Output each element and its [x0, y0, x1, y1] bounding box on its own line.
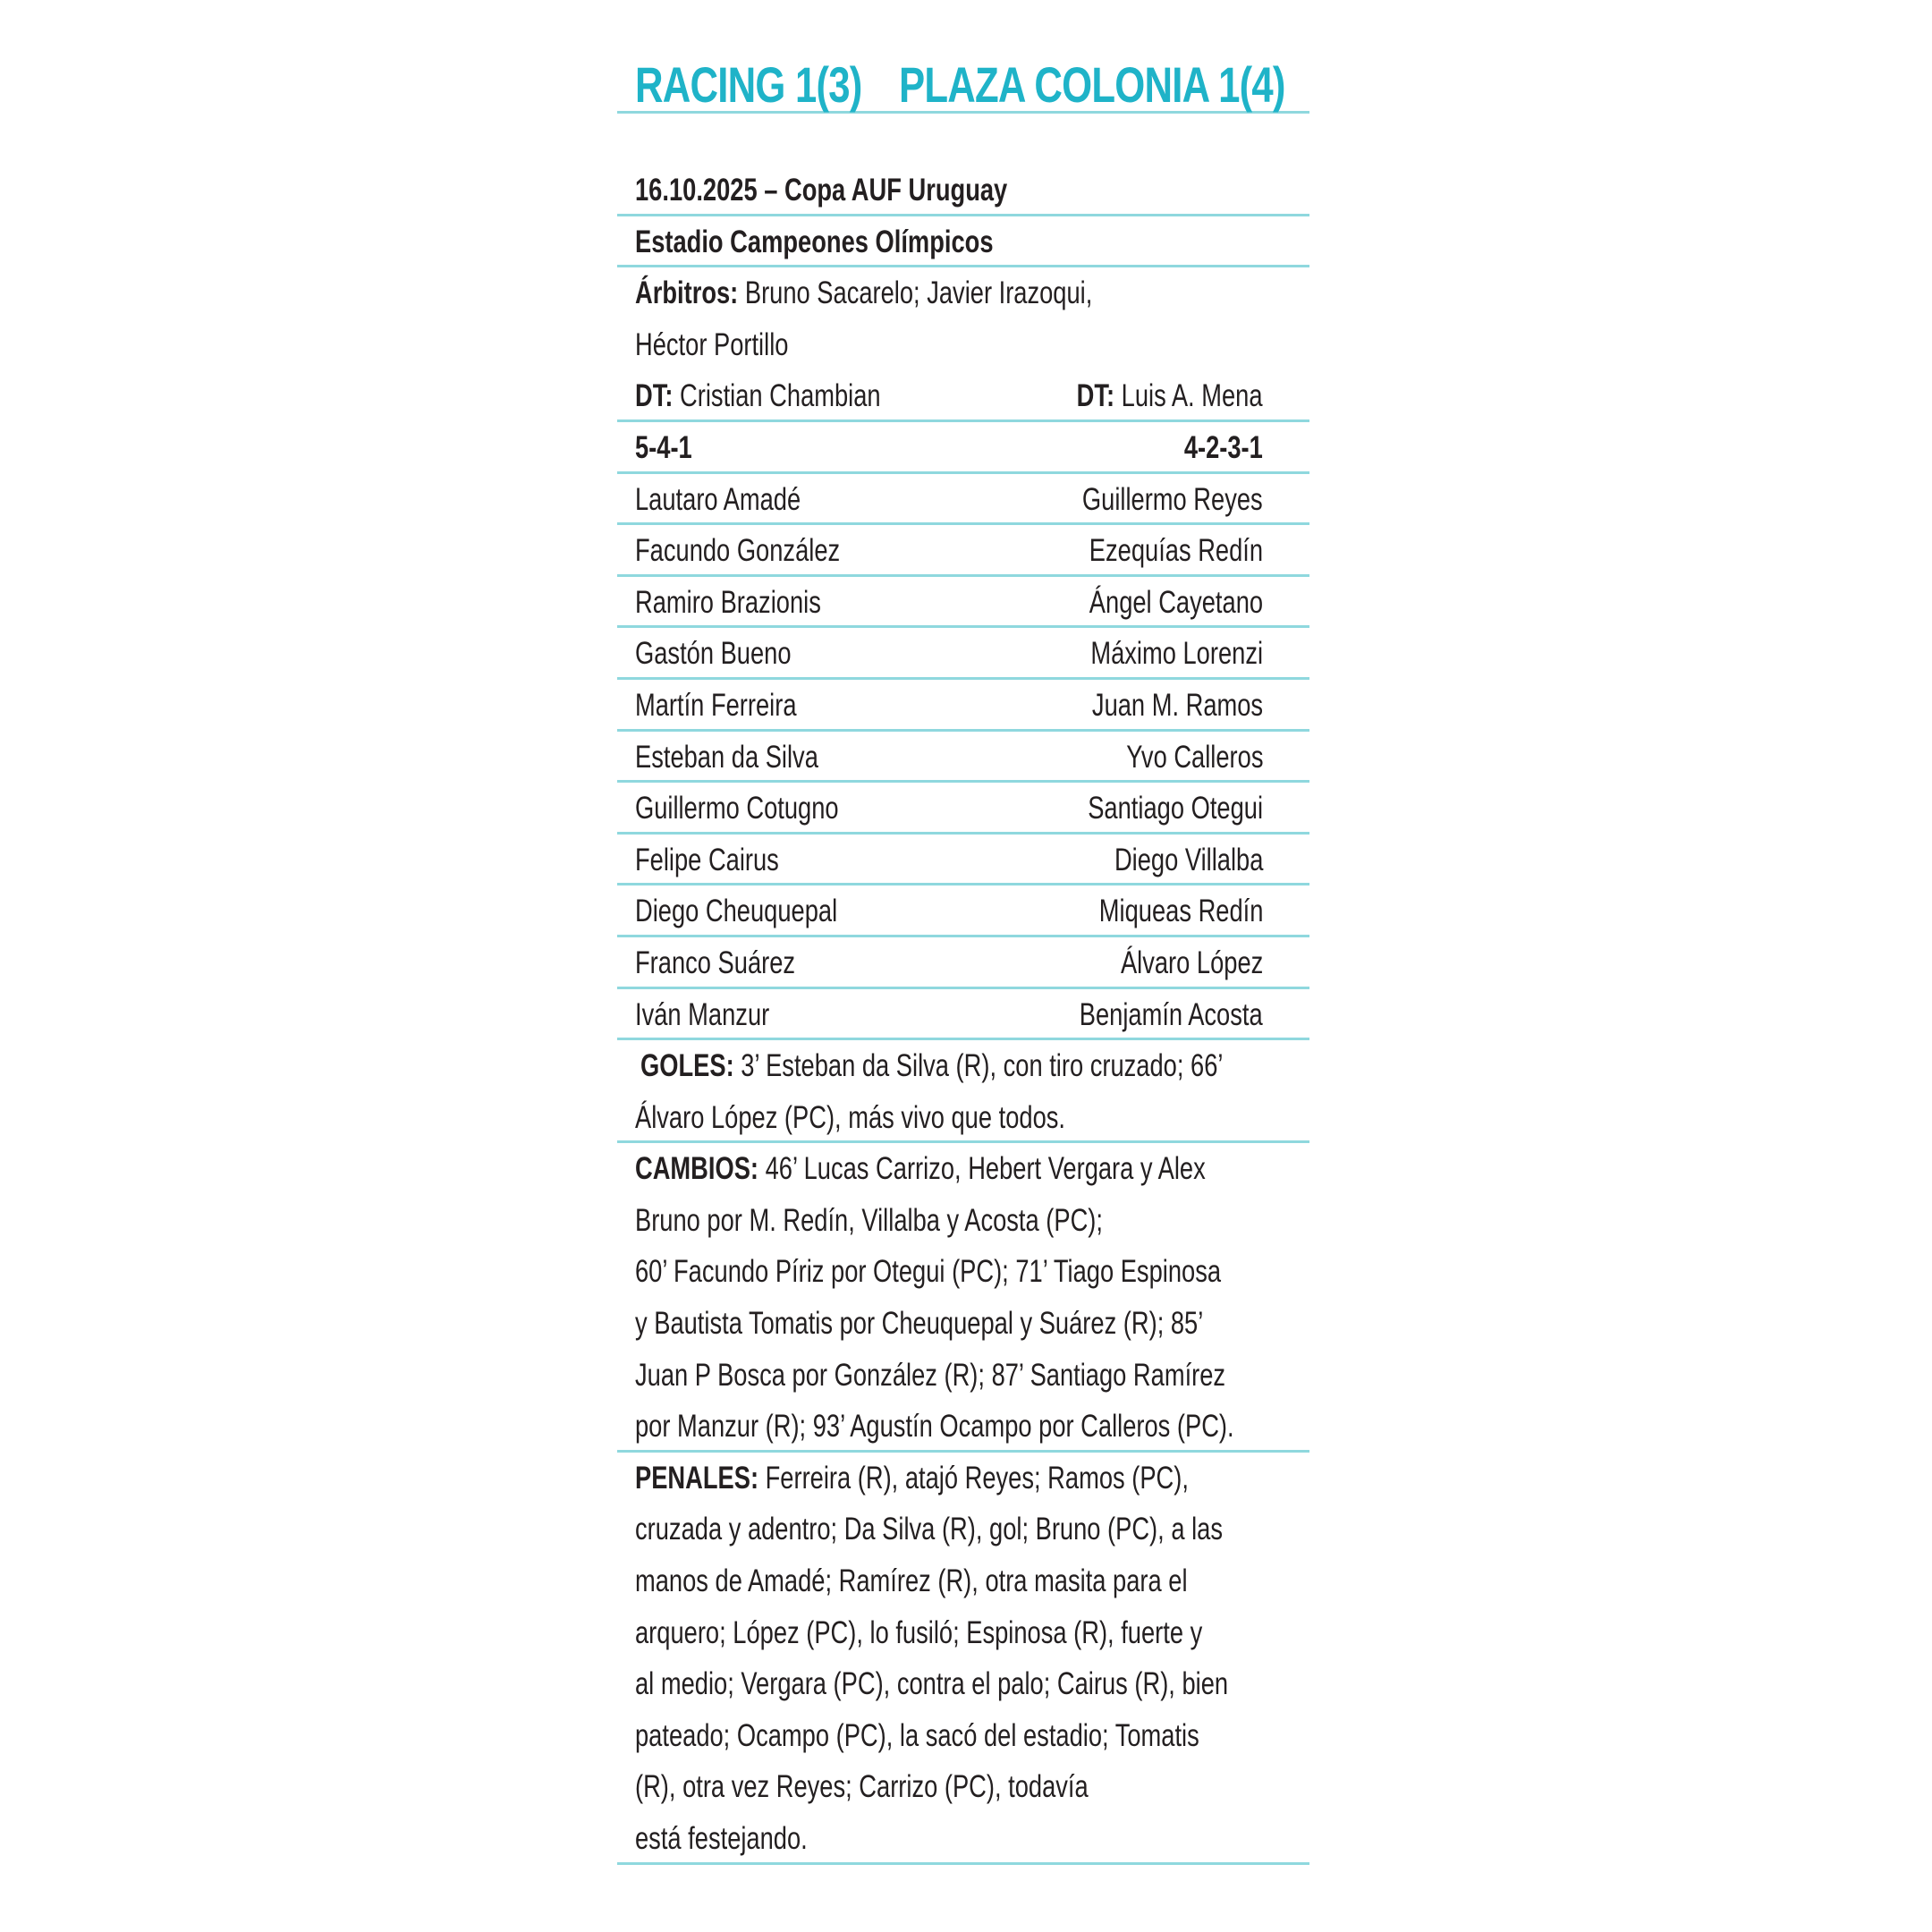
home-formation-text: [635, 428, 692, 469]
venue: Estadio Campeones Olímpicos: [635, 224, 994, 259]
away-player: Benjamín Acosta: [1080, 996, 1263, 1032]
penalties-text: cruzada y adentro; Da Silva (R), gol; Bruno (PC), a las: [635, 1512, 1223, 1547]
home-player: Felipe Cairus: [635, 842, 779, 877]
home-player: Facundo González: [635, 533, 841, 569]
home-player-text: [635, 891, 837, 932]
penalties-line: [617, 1761, 1309, 1813]
substitutions-text: 60’ Facundo Píriz por Otegui (PC); 71’ Tiago Espinosa: [635, 1254, 1222, 1290]
home-player: Ramiro Brazionis: [635, 584, 821, 620]
away-player: Santiago Otegui: [1088, 791, 1263, 826]
date-competition-row: [617, 165, 1309, 216]
away-player-text: [1082, 479, 1263, 521]
penalties-line: [617, 1813, 1309, 1865]
date-competition: 16.10.2025 – Copa AUF Uruguay: [635, 173, 1008, 208]
referees-value: Bruno Sacarelo; Javier Irazoqui,: [744, 275, 1093, 311]
penalties-line: [617, 1658, 1309, 1710]
venue-text: [635, 222, 994, 263]
penalties-line: [617, 1555, 1309, 1607]
penalties-line: [617, 1607, 1309, 1659]
home-player: Martín Ferreira: [635, 687, 797, 723]
lineup-row: [617, 989, 1309, 1041]
referees-text: [635, 325, 788, 366]
away-player-text: [1121, 943, 1263, 984]
away-player-text: [1126, 737, 1263, 778]
away-player-text: [1088, 788, 1263, 829]
penalties-line-text: [635, 1818, 808, 1860]
away-player-text: [1089, 530, 1263, 572]
referees-row: [617, 267, 1309, 319]
home-coach-text: [635, 376, 881, 417]
home-player: Guillermo Cotugno: [635, 791, 839, 826]
substitutions-line: [617, 1298, 1309, 1350]
goals-text: Álvaro López (PC), más vivo que todos.: [635, 1099, 1066, 1135]
goals-line: [617, 1092, 1309, 1144]
substitutions-line-text: [635, 1251, 1221, 1292]
penalties-text: al medio; Vergara (PC), contra el palo; Cairus (R), bien: [635, 1666, 1229, 1702]
away-coach-text: [1077, 376, 1263, 417]
away-player: Diego Villalba: [1114, 842, 1263, 877]
substitutions-text: y Bautista Tomatis por Cheuquepal y Suárez (R); 85’: [635, 1306, 1204, 1342]
coach-label: DT:: [1077, 378, 1115, 414]
substitutions-label: CAMBIOS:: [635, 1151, 759, 1187]
home-player-text: [635, 995, 769, 1036]
penalties-line-text: [635, 1613, 1202, 1654]
substitutions-line-text: [635, 1303, 1203, 1344]
home-player: Diego Cheuquepal: [635, 894, 838, 929]
substitutions-line-text: [635, 1355, 1225, 1396]
formations-row: [617, 422, 1309, 474]
penalties-text: pateado; Ocampo (PC), la sacó del estadio; Tomatis: [635, 1717, 1199, 1753]
lineup-row: [617, 577, 1309, 629]
penalties-text: manos de Amadé; Ramírez (R), otra masita para el: [635, 1563, 1188, 1599]
penalties-line-text: [635, 1458, 1189, 1499]
penalties-text: arquero; López (PC), lo fusiló; Espinosa (R), fuerte y: [635, 1614, 1203, 1650]
coaches-row: [617, 370, 1309, 422]
penalties-line: [617, 1504, 1309, 1555]
home-player: Esteban da Silva: [635, 739, 818, 775]
home-player-text: [635, 479, 801, 521]
substitutions-line-text: [635, 1406, 1234, 1447]
substitutions-text: Bruno por M. Redín, Villalba y Acosta (PC);: [635, 1202, 1103, 1238]
lineup-row: [617, 680, 1309, 732]
away-player-text: [1098, 891, 1263, 932]
away-player: Miqueas Redín: [1098, 894, 1263, 929]
referees-row-cont: [617, 319, 1309, 371]
referees-label: Árbitros:: [635, 275, 739, 311]
home-formation: 5-4-1: [635, 429, 692, 465]
goals-line: [617, 1040, 1309, 1092]
lineup-row: [617, 525, 1309, 577]
substitutions-line-text: [635, 1148, 1206, 1190]
referees-value: Héctor Portillo: [635, 326, 789, 362]
home-player: Franco Suárez: [635, 945, 796, 980]
home-coach: Cristian Chambian: [680, 378, 881, 414]
away-player-text: [1092, 685, 1263, 726]
match-details: [617, 165, 1309, 1865]
lineup-row: [617, 783, 1309, 835]
home-player-text: [635, 685, 797, 726]
away-player: Juan M. Ramos: [1091, 687, 1263, 723]
substitutions-text: Juan P Bosca por González (R); 87’ Santiago Ramírez: [635, 1357, 1226, 1393]
coach-label: DT:: [635, 378, 674, 414]
substitutions-line-text: [635, 1200, 1103, 1241]
lineup-row: [617, 937, 1309, 989]
penalties-line-text: [635, 1767, 1089, 1808]
substitutions-line: [617, 1246, 1309, 1298]
home-team-score: RACING 1(3): [635, 56, 862, 113]
goals-line-text: [640, 1046, 1223, 1087]
penalties-line-text: [635, 1664, 1228, 1705]
away-coach: Luis A. Mena: [1122, 378, 1263, 414]
penalties-label: PENALES:: [635, 1460, 759, 1496]
home-player-text: [635, 530, 840, 572]
penalties-text: Ferreira (R), atajó Reyes; Ramos (PC),: [765, 1460, 1189, 1496]
away-player-text: [1089, 582, 1263, 623]
lineup-row: [617, 886, 1309, 937]
lineup-row: [617, 732, 1309, 784]
lineup-row: [617, 628, 1309, 680]
home-player: Gastón Bueno: [635, 636, 792, 672]
lineup-row: [617, 474, 1309, 526]
goals-text: 3’ Esteban da Silva (R), con tiro cruzado; 66’: [741, 1048, 1224, 1084]
substitutions-text: por Manzur (R); 93’ Agustín Ocampo por Calleros (PC).: [635, 1409, 1234, 1445]
penalties-line-text: [635, 1509, 1223, 1550]
home-player: Iván Manzur: [635, 996, 770, 1032]
penalties-line: [617, 1710, 1309, 1762]
away-player: Guillermo Reyes: [1082, 481, 1263, 517]
date-competition-text: [635, 170, 1007, 211]
home-player-text: [635, 788, 839, 829]
home-player-text: [635, 943, 795, 984]
venue-row: [617, 216, 1309, 268]
home-player-text: [635, 633, 792, 674]
away-player-text: [1080, 995, 1263, 1036]
home-player-text: [635, 582, 821, 623]
penalties-line-text: [635, 1561, 1188, 1602]
away-player-text: [1090, 633, 1263, 674]
goals-line-text: [635, 1097, 1065, 1139]
home-player-text: [635, 840, 779, 881]
substitutions-line: [617, 1195, 1309, 1247]
home-player-text: [635, 737, 818, 778]
match-score-header: [617, 56, 1309, 114]
away-player: Yvo Calleros: [1125, 739, 1263, 775]
substitutions-line: [617, 1350, 1309, 1402]
home-player: Lautaro Amadé: [635, 481, 801, 517]
away-formation: 4-2-3-1: [1183, 429, 1263, 465]
away-team-score: PLAZA COLONIA 1(4): [899, 56, 1285, 113]
penalties-text: (R), otra vez Reyes; Carrizo (PC), todavía: [635, 1769, 1089, 1805]
away-formation-text: [1184, 428, 1263, 469]
away-player: Máximo Lorenzi: [1090, 636, 1263, 672]
penalties-line-text: [635, 1716, 1199, 1757]
substitutions-text: 46’ Lucas Carrizo, Hebert Vergara y Alex: [765, 1151, 1206, 1187]
penalties-text: está festejando.: [635, 1821, 808, 1856]
lineup-row: [617, 835, 1309, 886]
penalties-line: [617, 1453, 1309, 1504]
goals-label: GOLES:: [640, 1048, 734, 1084]
away-player: Álvaro López: [1120, 945, 1263, 980]
away-player: Ángel Cayetano: [1089, 584, 1263, 620]
substitutions-line: [617, 1401, 1309, 1453]
away-player-text: [1114, 840, 1263, 881]
referees-text: [635, 273, 1092, 314]
substitutions-line: [617, 1143, 1309, 1195]
away-player: Ezequías Redín: [1089, 533, 1263, 569]
